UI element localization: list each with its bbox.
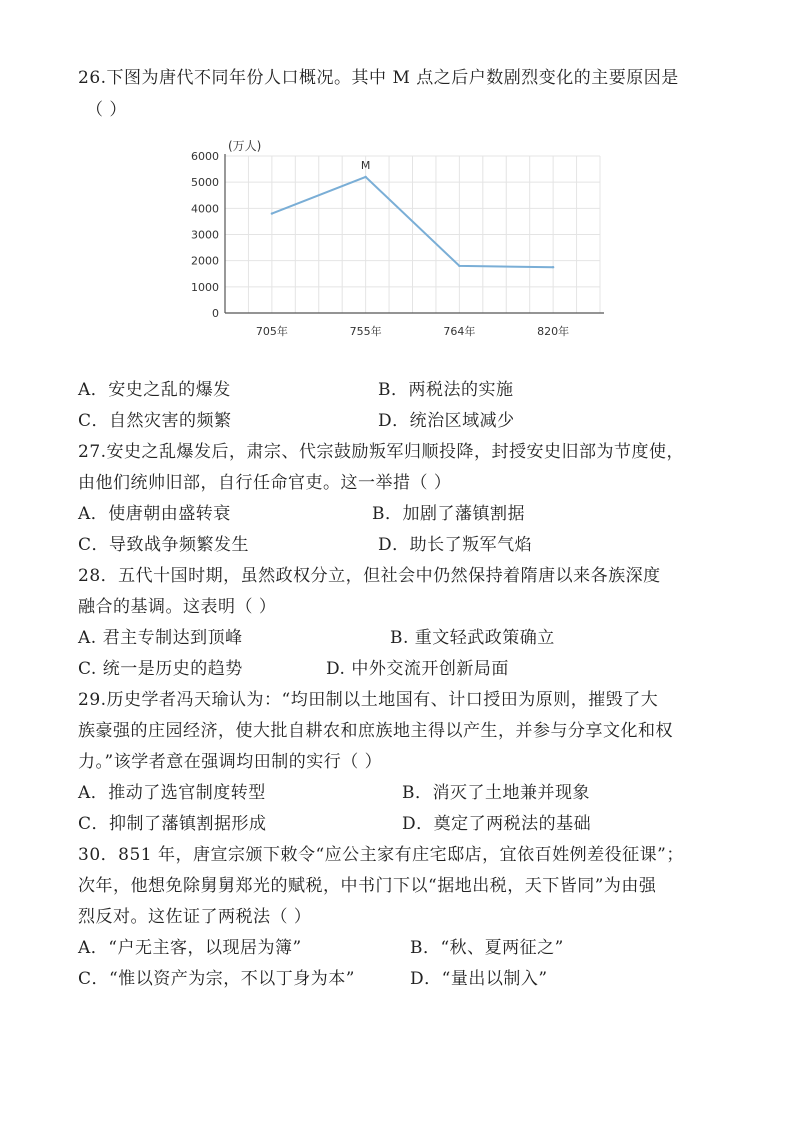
q29-line-2: 族豪强的庄园经济，使大批自耕农和庶族地主得以产生，并参与分享文化和权 xyxy=(78,721,673,741)
q29-option-d: D．奠定了两税法的基础 xyxy=(402,814,592,834)
q28-line-1: 28．五代十国时期，虽然政权分立，但社会中仍然保持着隋唐以来各族深度 xyxy=(78,566,661,586)
y-tick-label: 2000 xyxy=(191,254,219,268)
y-tick-label: 3000 xyxy=(191,228,219,242)
data-point xyxy=(458,265,460,267)
x-tick-label: 820年 xyxy=(537,325,570,338)
x-tick-label: 764年 xyxy=(443,325,476,338)
data-point xyxy=(364,176,366,178)
q28-line-2: 融合的基调。这表明（ ） xyxy=(78,597,277,617)
q27-option-d: D．助长了叛军气焰 xyxy=(378,535,533,555)
q29-line-1: 29.历史学者冯天瑜认为：“均田制以土地国有、计口授田为原则，摧毁了大 xyxy=(78,690,659,710)
q28-option-b: B. 重文轻武政策确立 xyxy=(390,628,555,648)
q30-option-b: B．“秋、夏两征之” xyxy=(410,938,564,958)
q27-option-a: A．使唐朝由盛转衰 xyxy=(78,504,231,524)
population-line-chart xyxy=(180,135,620,345)
y-tick-label: 1000 xyxy=(191,280,219,294)
q26-option-b: B．两税法的实施 xyxy=(378,380,514,400)
q26-option-c: C．自然灾害的频繁 xyxy=(78,411,232,431)
q28-option-d: D. 中外交流开创新局面 xyxy=(326,659,509,679)
q30-option-a: A．“户无主客，以现居为簿” xyxy=(78,938,302,958)
x-tick-label: 755年 xyxy=(349,325,382,338)
q27-line-1: 27.安史之乱爆发后，肃宗、代宗鼓励叛军归顺投降，封授安史旧部为节度使， xyxy=(78,442,685,462)
q30-line-3: 烈反对。这佐证了两税法（ ） xyxy=(78,907,312,927)
data-point xyxy=(552,266,554,268)
q27-line-2: 由他们统帅旧部，自行任命官吏。这一举措（ ） xyxy=(78,473,452,493)
q27-option-c: C．导致战争频繁发生 xyxy=(78,535,250,555)
y-tick-label: 5000 xyxy=(191,176,219,190)
q29-option-c: C．抑制了藩镇割据形成 xyxy=(78,814,267,834)
q29-option-b: B．消灭了土地兼并现象 xyxy=(402,783,590,803)
q26-option-d: D．统治区域减少 xyxy=(378,411,515,431)
point-label-m: M xyxy=(360,158,371,172)
y-tick-label: 0 xyxy=(212,307,219,320)
q28-option-c: C. 统一是历史的趋势 xyxy=(78,659,243,679)
q30-line-2: 次年，他想免除舅舅郑光的赋税，中书门下以“据地出税，天下皆同”为由强 xyxy=(78,876,657,896)
y-tick-label: 6000 xyxy=(191,150,219,163)
q28-option-a: A. 君主专制达到顶峰 xyxy=(78,628,243,648)
q29-option-a: A．推动了选官制度转型 xyxy=(78,783,266,803)
x-tick-label: 705年 xyxy=(255,325,288,338)
y-unit-label: (万人) xyxy=(228,139,262,153)
y-tick-label: 4000 xyxy=(191,202,219,216)
data-point xyxy=(271,212,273,214)
q26-line-2: （ ） xyxy=(86,100,127,120)
q30-line-1: 30．851 年，唐宣宗颁下敕令“应公主家有庄宅邸店，宜依百姓例差役征课”； xyxy=(78,845,684,865)
q27-option-b: B．加剧了藩镇割据 xyxy=(372,504,525,524)
q29-line-3: 力。”该学者意在强调均田制的实行（ ） xyxy=(78,752,383,772)
q30-option-d: D．“量出以制入” xyxy=(410,969,548,989)
q30-option-c: C．“惟以资产为宗，不以丁身为本” xyxy=(78,969,355,989)
q26-option-a: A．安史之乱的爆发 xyxy=(78,380,231,400)
q26-line-1: 26.下图为唐代不同年份人口概况。其中 M 点之后户数剧烈变化的主要原因是 xyxy=(78,68,679,88)
